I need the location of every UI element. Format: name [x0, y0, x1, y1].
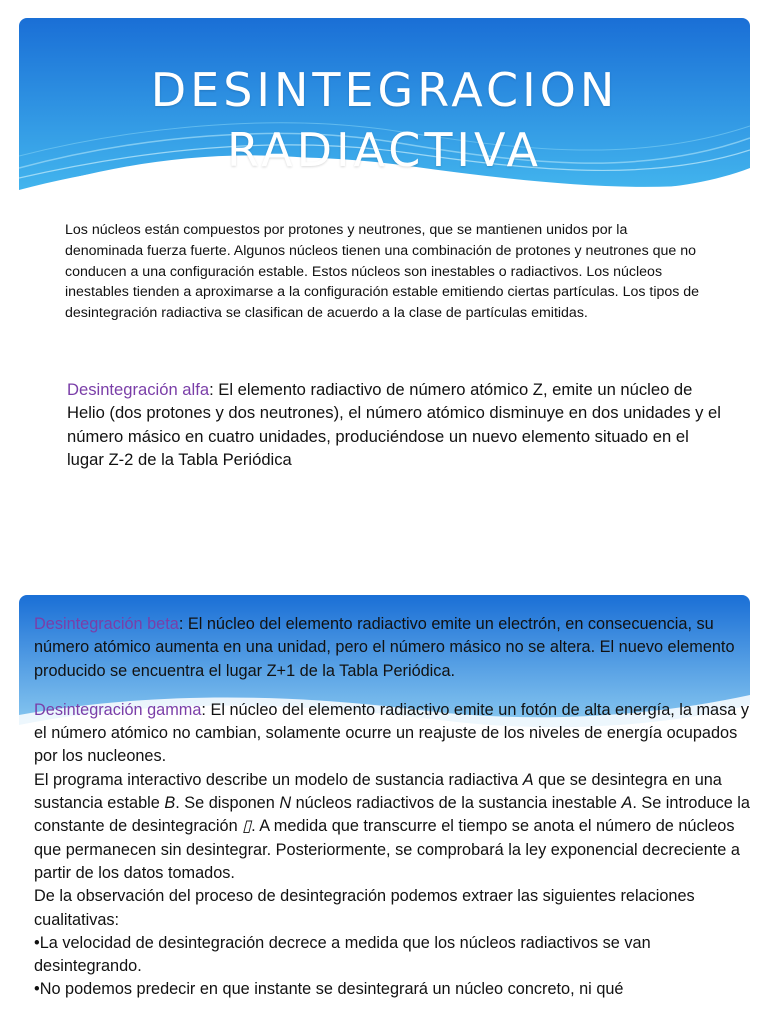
- observation-paragraph: De la observación del proceso de desintegración podemos extraer las siguientes relaciones cualitativas:: [34, 887, 695, 929]
- program-text-6: . A medida que transcurre el tiempo se anota el número de núcleos que permanecen sin desintegrar. Posteriormente, se comprobará la ley exponencial decreciente a partir de los datos tomados.: [34, 817, 740, 882]
- program-text-1: El programa interactivo describe un modelo de sustancia radiactiva: [34, 770, 523, 789]
- beta-paragraph: [34, 613, 750, 683]
- bullet-item-2: •No podemos predecir en que instante se desintegrará un núcleo concreto, ni qué: [34, 980, 624, 999]
- alpha-term: Desintegración alfa: [67, 380, 210, 399]
- slide-1: [19, 18, 750, 558]
- lambda-symbol: ▯: [242, 817, 252, 836]
- program-text-2: que se desintegra en una sustancia estable: [34, 770, 722, 813]
- title-line-1: DESINTEGRACION: [150, 63, 619, 117]
- var-n: N: [279, 794, 292, 813]
- title-line-2: RADIACTIVA: [227, 123, 542, 177]
- alpha-paragraph: [67, 378, 727, 472]
- paragraph-gap: [34, 683, 750, 699]
- gamma-paragraph: [34, 699, 750, 769]
- slide-title: [19, 60, 750, 180]
- bullet-item-1: •La velocidad de desintegración decrece a medida que los núcleos radiactivos se van desintegrando.: [34, 933, 651, 976]
- title-banner: [19, 18, 750, 208]
- var-a-2: A: [621, 794, 633, 813]
- program-text-4: núcleos radiactivos de la sustancia inestable: [291, 794, 622, 813]
- program-paragraph: [34, 769, 750, 885]
- gamma-text: : El núcleo del elemento radiactivo emite un fotón de alta energía, la masa y el número atómico no cambian, solamente ocurre un reajuste de los niveles de energía ocupados por los nucleones.: [34, 700, 749, 766]
- beta-text: : El núcleo del elemento radiactivo emite un electrón, en consecuencia, su número atómico aumenta en una unidad, pero el número másico no se altera. El nuevo elemento producido se encuentra el lugar Z+1 de la Tabla Periódica.: [34, 615, 735, 680]
- gamma-term: Desintegración gamma: [34, 700, 202, 719]
- alpha-text: : El elemento radiactivo de número atómico Z, emite un núcleo de Helio (dos protones y dos neutrones), el número atómico disminuye en dos unidades y el número másico en cuatro unidades, produciéndose un nuevo elemento situado en el lugar Z-2 de la Tabla Periódica: [67, 380, 721, 470]
- program-text-5: . Se introduce la constante de desintegración: [34, 794, 750, 836]
- program-text-3: . Se disponen: [175, 794, 280, 813]
- slide-2-body: [34, 613, 750, 1002]
- intro-paragraph: Los núcleos están compuestos por protones y neutrones, que se mantienen unidos por la denominada fuerza fuerte. Algunos núcleos tienen una combinación de protones y neutrones que no conducen a una configuración estable. Estos núcleos son inestables o radiactivos. Los núcleos inestables tienden a aproximarse a la configuración estable emitiendo ciertas partículas. Los tipos de desintegración radiactiva se clasifican de acuerdo a la clase de partículas emitidas.: [65, 222, 700, 322]
- var-a: A: [522, 770, 534, 789]
- beta-term: Desintegración beta: [34, 615, 179, 633]
- var-b: B: [164, 794, 176, 813]
- slide-2: [19, 595, 750, 1035]
